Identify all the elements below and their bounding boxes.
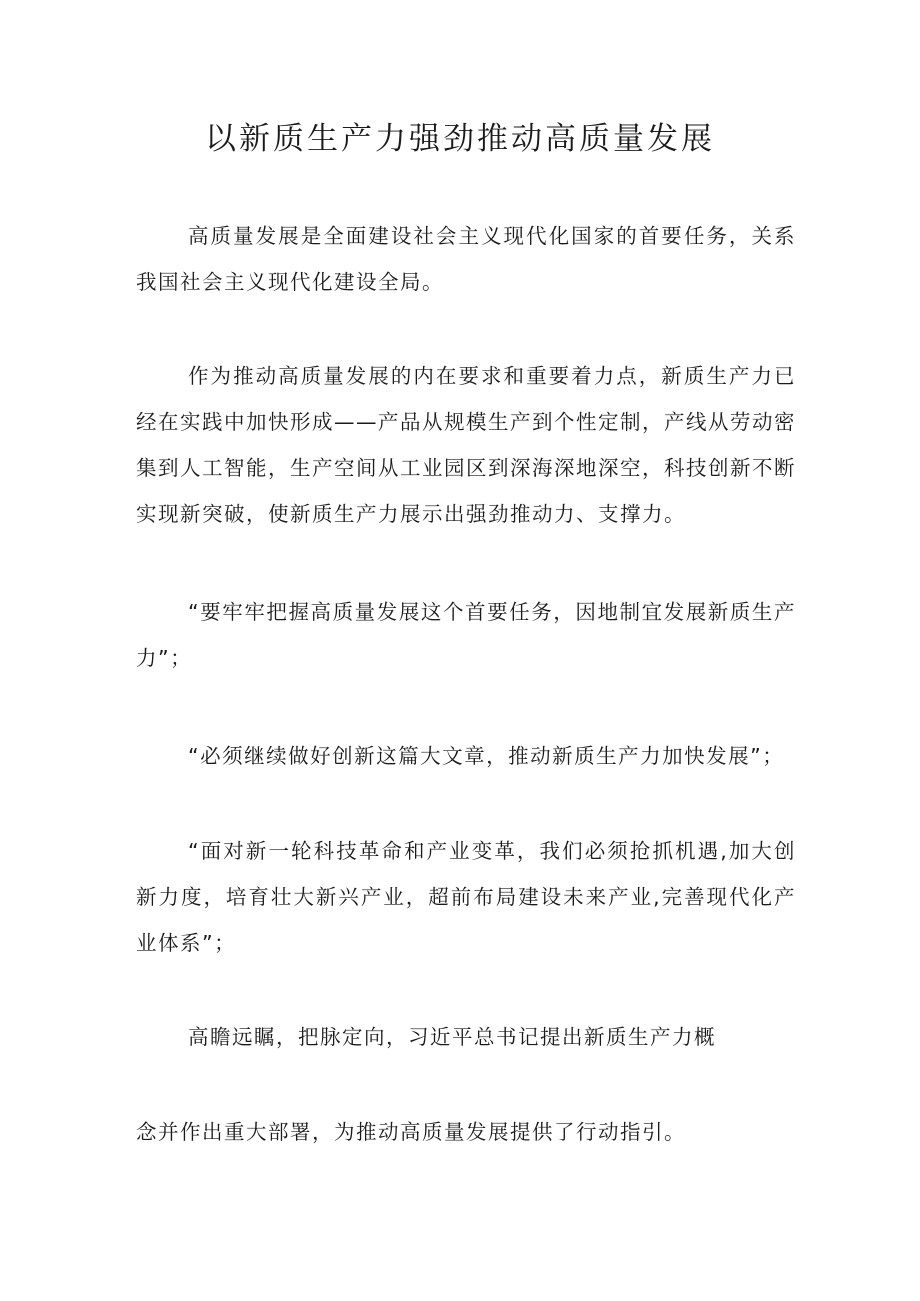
paragraph-5-quote: “面对新一轮科技革命和产业变革，我们必须抢抓机遇,加大创新力度，培育壮大新兴产业，超前布局建设未来产业,完善现代化产业体系”； xyxy=(136,839,796,955)
paragraph-4-quote: “必须继续做好创新这篇大文章，推动新质生产力加快发展”； xyxy=(188,744,785,768)
paragraph-2: 作为推动高质量发展的内在要求和重要着力点，新质生产力已经在实践中加快形成——产品从规模生产到个性定制，产线从劳动密集到人工智能，生产空间从工业园区到深海深地深空，科技创新不断实现新突破，使新质生产力展示出强劲推动力、支撑力。 xyxy=(136,364,796,526)
paragraph-6-line-2: 念并作出重大部署，为推动高质量发展提供了行动指引。 xyxy=(136,1120,686,1144)
paragraph-1: 高质量发展是全面建设社会主义现代化国家的首要任务，关系我国社会主义现代化建设全局。 xyxy=(136,224,796,294)
paragraph-6-line-1: 高瞻远瞩，把脉定向，习近平总书记提出新质生产力概 xyxy=(188,1025,716,1049)
paragraph-3-quote: “要牢牢把握高质量发展这个首要任务，因地制宜发展新质生产力”； xyxy=(136,600,796,670)
document-title: 以新质生产力强劲推动高质量发展 xyxy=(205,121,715,157)
